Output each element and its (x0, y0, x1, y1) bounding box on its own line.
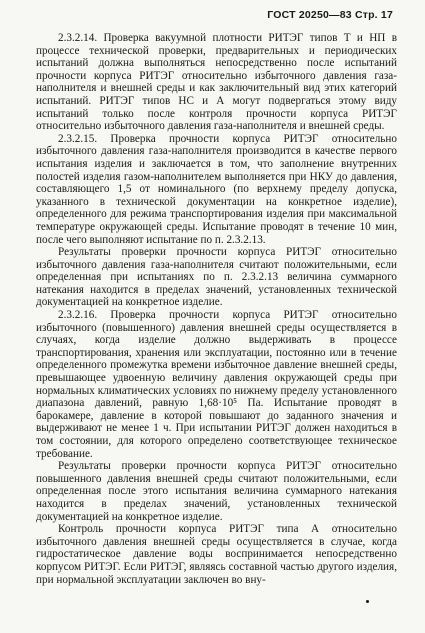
ink-dot (366, 600, 369, 603)
paragraph-control-type-a: Контроль прочности корпуса РИТЭГ типа А относительно избыточного давления внешней среды осуществляется в случае, когда гидростатическое давление воды воспринимается непосредственно корпусом РИТЭГ. Если РИТЭГ, являясь составной частью другого изделия, при нормальной эксплуатации заключен во вну- (36, 523, 397, 586)
paragraph-2-3-2-16: 2.3.2.16. Проверка прочности корпуса РИТЭГ относительно избыточного (повышенного) давления внешней среды осуществляется в случаях, когда изделие должно выдерживать в процессе транспортирования, хранения или эксплуатации, постоянно или в течение определенного промежутка времени избыточное давление внешней среды, превышающее удвоенную величину давления окружающей среды при нормальных климатических условиях по нижнему пределу установленного диапазона давлений, равную 1,68·10⁵ Па. Испытание проводят в барокамере, давление в которой повышают до заданного значения и выдерживают не менее 1 ч. При испытании РИТЭГ должен находиться в том состоянии, для которого определено соответствующее техническое требование. (36, 309, 397, 460)
paragraph-2-3-2-15: 2.3.2.15. Проверка прочности корпуса РИТЭГ относительно избыточного давления газа-наполнителя производится в качестве первого испытания изделия и заключается в том, что заполнение внутренних полостей изделия газом-наполнителем выполняется при НКУ до давления, составляющего 1,5 от номинального (по верхнему пределу допуска, указанного в технической документации на конкретное изделие), определенного для режима транспортирования изделия при максимальной температуре окружающей среды. Испытание проводят в течение 10 мин, после чего выполняют испытание по п. 2.3.2.13. (36, 132, 397, 246)
running-header: ГОСТ 20250—83 Стр. 17 (267, 9, 393, 21)
paragraph-results-gas: Результаты проверки прочности корпуса РИТЭГ относительно избыточного давления газа-наполнителя считают положительными, если определенная при испытаниях по п. 2.3.2.13 величина суммарного натекания находится в пределах значений, установленных технической документацией на конкретное изделие. (36, 246, 397, 309)
paragraph-results-external: Результаты проверки прочности корпуса РИТЭГ относительно повышенного давления внешней среды считают положительными, если определенная после этого испытания величина суммарного натекания находится в пределах значений, установленных технической документацией на конкретное изделие. (36, 460, 397, 523)
document-body (36, 32, 397, 586)
paragraph-2-3-2-14: 2.3.2.14. Проверка вакуумной плотности РИТЭГ типов Т и НП в процессе технической проверки, предварительных и периодических испытаний должна выполняться непосредственно после испытаний прочности корпуса РИТЭГ относительно избыточного давления газа-наполнителя и внешней среды и как заключительный вид этих категорий испытаний. РИТЭГ типов НС и А могут подвергаться этому виду испытаний только после контроля прочности корпуса РИТЭГ относительно избыточного давления газа-наполнителя и внешней среды. (36, 32, 397, 133)
